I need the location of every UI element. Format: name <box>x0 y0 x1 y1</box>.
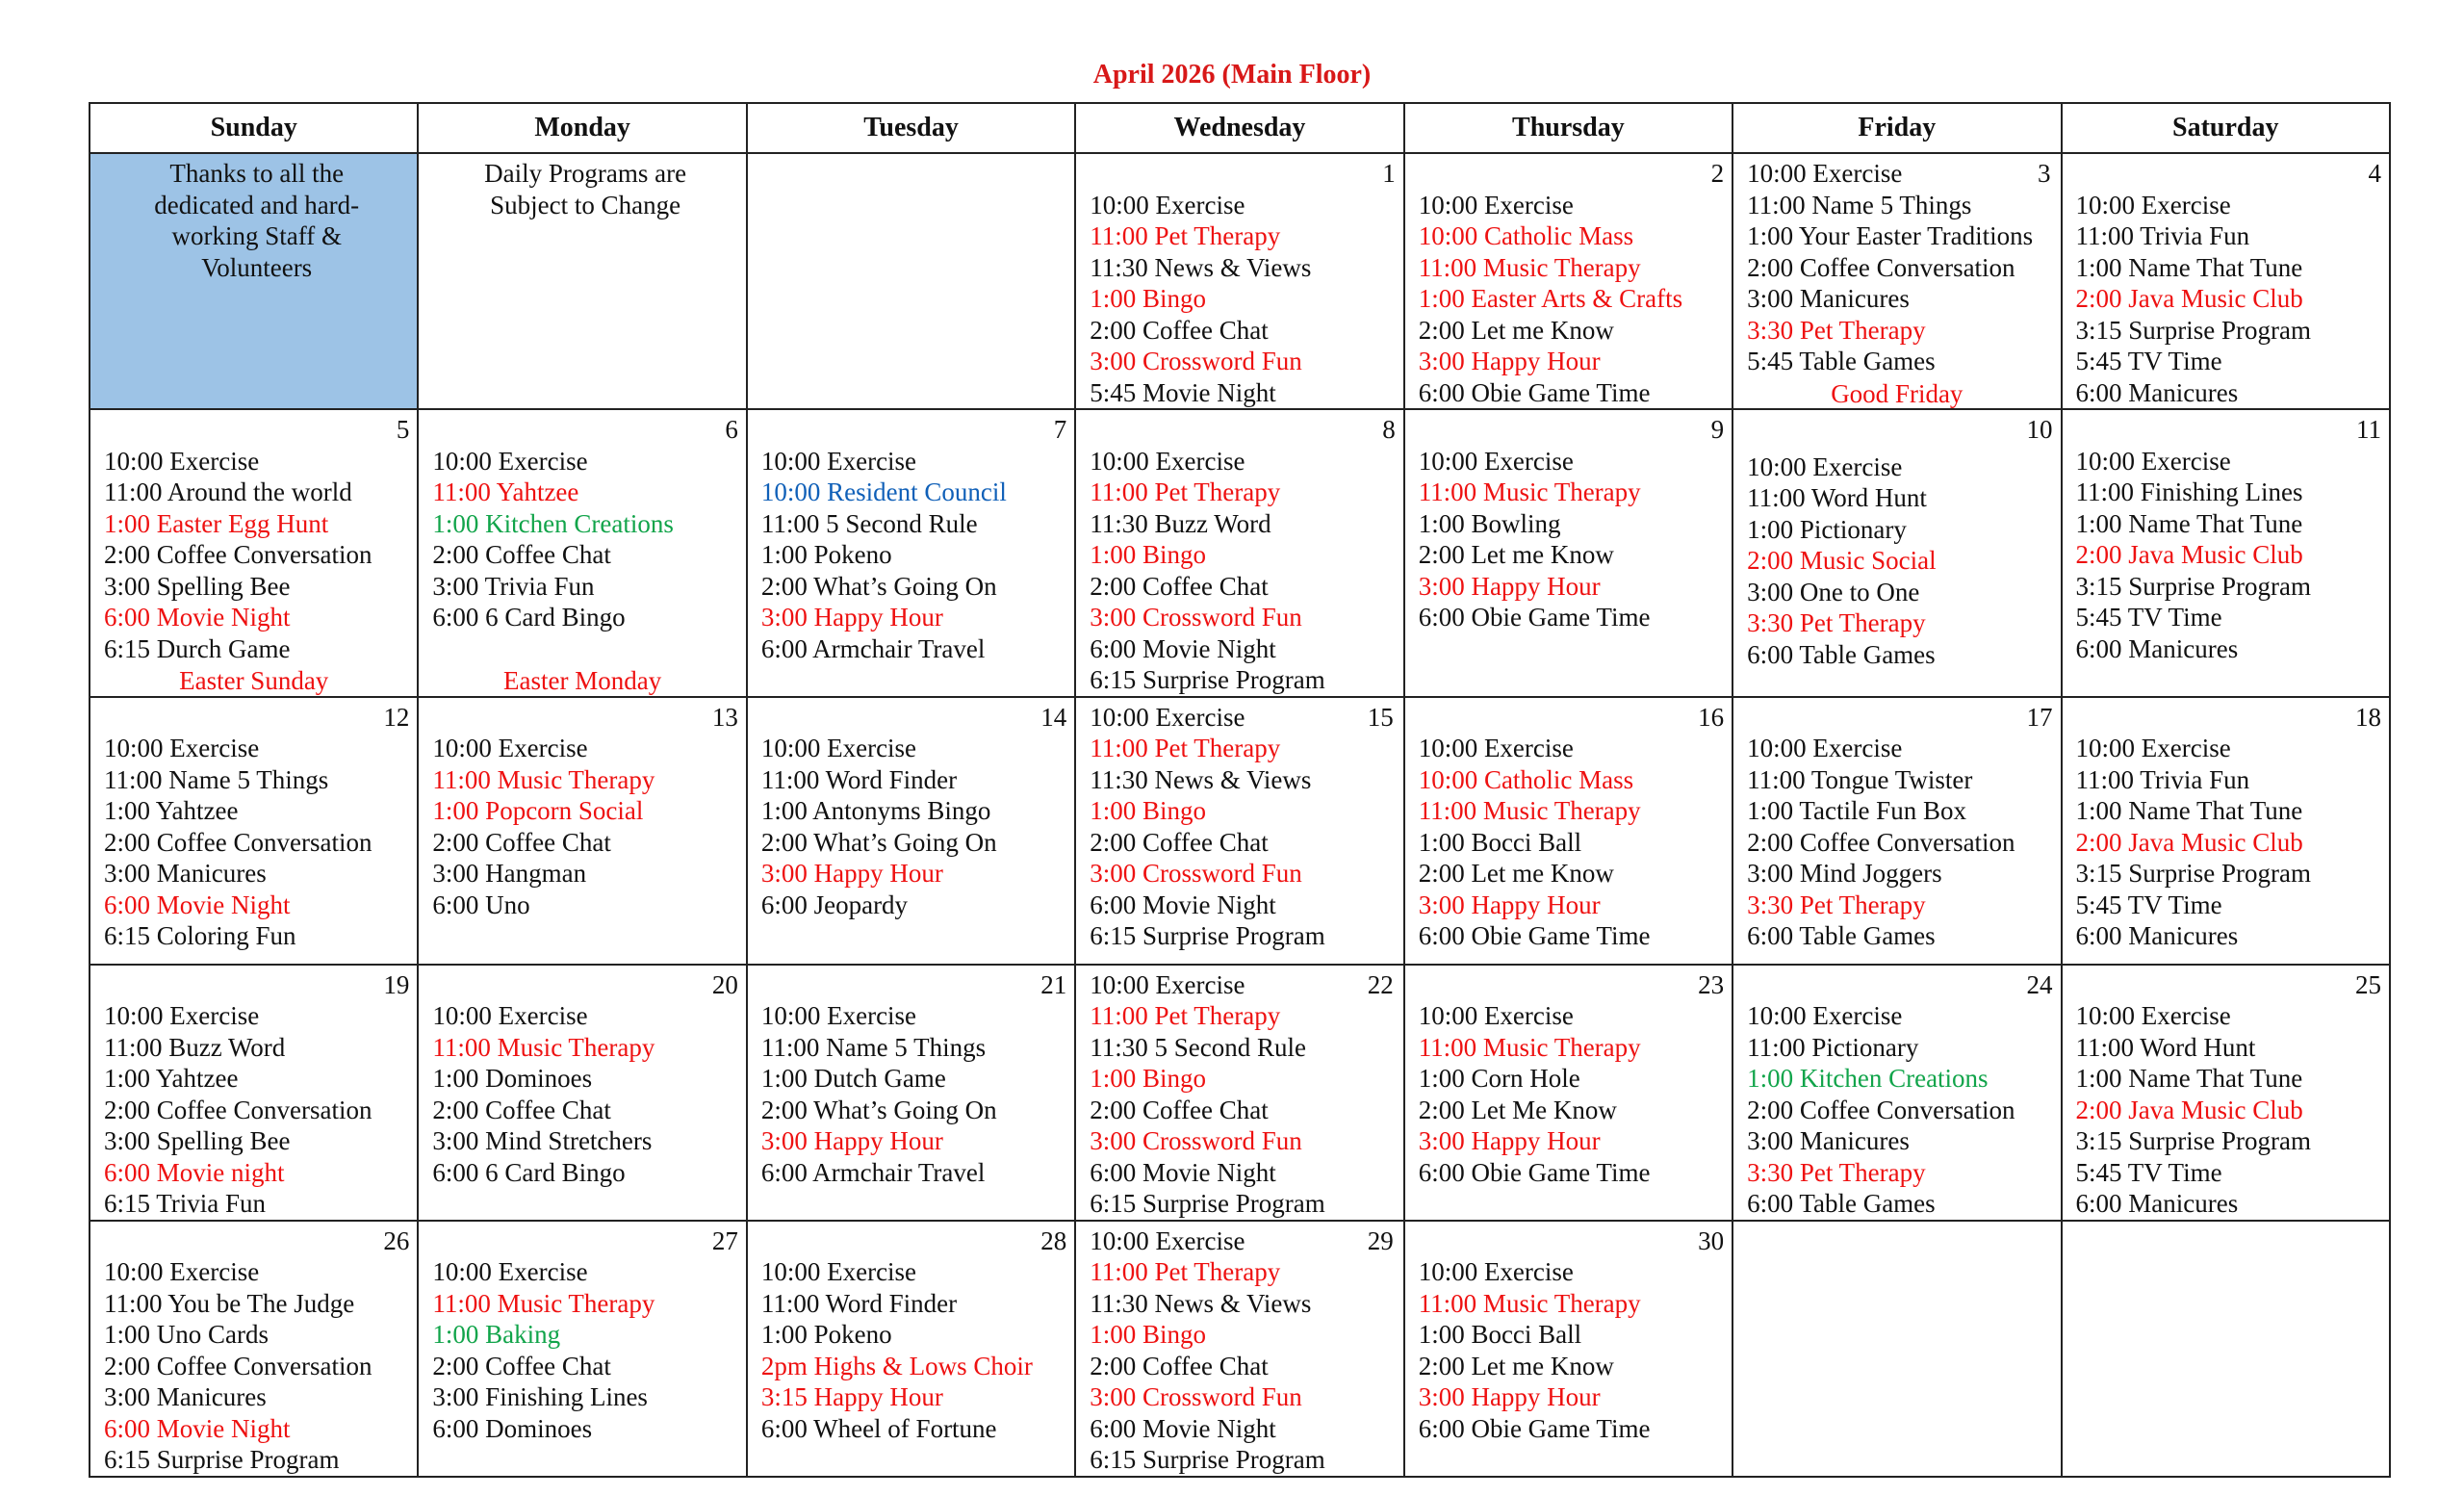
note-line: Daily Programs are <box>484 159 687 188</box>
day-number: 10 <box>2026 415 2053 444</box>
event-item: 2:00 Coffee Chat <box>432 1351 611 1380</box>
event-item: 10:00 Exercise <box>1747 734 1903 762</box>
event-item: 11:00 You be The Judge <box>104 1288 355 1318</box>
event-item: 6:15 Coloring Fun <box>104 921 296 950</box>
event-item: 3:00 Happy Hour <box>1418 571 1601 601</box>
day-number: 12 <box>383 702 410 732</box>
event-item: 11:00 Music Therapy <box>1418 1032 1641 1062</box>
event-item: 6:00 Manicures <box>2075 1189 2239 1218</box>
event-item: 11:00 Yahtzee <box>432 477 579 506</box>
event-item: 1:00 Easter Arts & Crafts <box>1418 284 1683 313</box>
event-item: 1:00 Corn Hole <box>1418 1064 1580 1093</box>
event-item: 3:00 Manicures <box>104 859 267 888</box>
event-item: 10:00 Exercise <box>432 446 588 476</box>
day-number: 22 <box>1367 969 1394 999</box>
event-item: 11:30 News & Views <box>1090 764 1312 794</box>
event-item: 10:00 Exercise <box>760 1257 917 1286</box>
day-cell <box>90 697 418 965</box>
event-item: 1:00 Pokeno <box>760 1320 892 1349</box>
day-cell <box>418 409 746 697</box>
event-item: 10:00 Exercise <box>1747 451 1903 481</box>
event-item: 10:00 Exercise <box>2075 1001 2231 1030</box>
note-line: dedicated and hard- <box>154 190 360 219</box>
event-item: 3:00 Manicures <box>1747 284 1910 313</box>
day-cell <box>1075 697 1403 965</box>
event-item: 3:30 Pet Therapy <box>1747 608 1926 637</box>
event-item: 6:00 Movie Night <box>104 890 291 919</box>
event-item: 3:00 Crossword Fun <box>1090 1126 1302 1155</box>
event-item: 3:30 Pet Therapy <box>1747 890 1926 919</box>
event-item: 11:00 Word Hunt <box>2075 1032 2256 1062</box>
event-item: 3:00 Happy Hour <box>1418 347 1601 375</box>
event-item: 2:00 Coffee Conversation <box>1747 252 2015 282</box>
day-number: 26 <box>383 1225 410 1255</box>
weekday-sunday: Sunday <box>90 103 418 153</box>
event-item: 1:00 Dominoes <box>432 1064 593 1093</box>
event-item: 2:00 Coffee Conversation <box>104 827 372 857</box>
event-item: 3:00 Crossword Fun <box>1090 603 1302 632</box>
weekday-wednesday: Wednesday <box>1075 103 1403 153</box>
day-cell <box>1732 409 2061 697</box>
event-item: 11:00 Word Hunt <box>1747 483 1927 512</box>
event-item: 11:00 Pet Therapy <box>1090 1257 1281 1286</box>
event-item: 1:00 Pokeno <box>760 540 892 569</box>
day-number: 11 <box>2356 415 2381 444</box>
event-item: 6:15 Surprise Program <box>1090 921 1325 950</box>
event-item: 10:00 Exercise <box>760 734 917 762</box>
day-number: 14 <box>1040 702 1067 732</box>
event-item: 5:45 TV Time <box>2075 1157 2222 1187</box>
event-item: 3:15 Surprise Program <box>2075 315 2312 345</box>
event-item: 3:00 Spelling Bee <box>104 1126 291 1155</box>
day-cell <box>1404 1221 1732 1477</box>
day-number: 1 <box>1382 159 1396 188</box>
event-item: 3:00 Crossword Fun <box>1090 1382 1302 1411</box>
day-number: 25 <box>2355 969 2381 999</box>
event-item: 10:00 Exercise <box>1418 190 1574 219</box>
event-item: 11:00 Pet Therapy <box>1090 221 1281 250</box>
day-number: 5 <box>396 415 410 444</box>
thanks-note <box>90 153 418 409</box>
event-item: 2:00 Java Music Club <box>2075 1095 2303 1124</box>
event-item: 10:00 Exercise <box>432 734 588 762</box>
event-item: 1:00 Bingo <box>1090 796 1207 825</box>
event-item: 2:00 Coffee Chat <box>1090 571 1269 601</box>
event-item: 10:00 Exercise <box>432 1001 588 1030</box>
event-item: 3:00 Happy Hour <box>1418 890 1601 919</box>
day-cell <box>90 965 418 1221</box>
event-item: 6:00 Table Games <box>1747 1189 1936 1218</box>
weekday-saturday: Saturday <box>2062 103 2390 153</box>
event-item: 6:00 6 Card Bingo <box>432 1157 626 1187</box>
day-number: 2 <box>1710 159 1725 188</box>
event-item: 10:00 Exercise <box>1090 969 1245 999</box>
event-item: 1:00 Yahtzee <box>104 1064 239 1093</box>
event-item: 10:00 Exercise <box>104 1001 260 1030</box>
event-item: 10:00 Exercise <box>1418 1257 1574 1286</box>
day-cell <box>1075 965 1403 1221</box>
day-cell <box>418 965 746 1221</box>
calendar-title: April 2026 (Main Floor) <box>1092 60 1372 90</box>
event-item: 1:00 Kitchen Creations <box>1747 1064 1989 1093</box>
event-item: 2:00 Coffee Chat <box>1090 1095 1269 1124</box>
holiday-label: Easter Sunday <box>179 666 329 695</box>
event-item: 6:00 Manicures <box>2075 921 2239 950</box>
day-cell <box>2062 409 2390 697</box>
event-item: 6:00 Uno <box>432 890 530 919</box>
event-item: 5:45 TV Time <box>2075 603 2222 632</box>
event-item: 1:00 Tactile Fun Box <box>1747 796 1966 825</box>
event-item: 6:15 Trivia Fun <box>104 1189 267 1218</box>
event-item: 6:00 Movie night <box>104 1157 285 1187</box>
schedule-note <box>418 153 746 409</box>
event-item: 11:00 Word Finder <box>760 1288 958 1318</box>
empty-day-cell <box>1732 1221 2061 1477</box>
event-item: 11:00 5 Second Rule <box>760 508 978 538</box>
event-item: 11:00 Pictionary <box>1747 1032 1919 1062</box>
event-item: 11:30 News & Views <box>1090 1288 1312 1318</box>
event-item: 1:00 Antonyms Bingo <box>760 796 991 825</box>
event-item: 5:45 Table Games <box>1747 347 1936 375</box>
day-cell <box>1075 1221 1403 1477</box>
event-item: 11:00 Music Therapy <box>432 764 655 794</box>
day-cell <box>418 697 746 965</box>
event-item: 6:00 Wheel of Fortune <box>760 1413 997 1443</box>
event-item: 3:00 Hangman <box>432 859 587 888</box>
day-number: 24 <box>2026 969 2053 999</box>
event-item: 6:00 Movie Night <box>1090 890 1276 919</box>
day-cell <box>1075 153 1403 409</box>
event-item: 2:00 Coffee Chat <box>432 540 611 569</box>
event-item: 6:00 Obie Game Time <box>1418 1157 1651 1187</box>
day-cell <box>90 1221 418 1477</box>
day-number: 19 <box>383 969 410 999</box>
event-item: 6:00 Manicures <box>2075 633 2239 663</box>
event-item: 10:00 Exercise <box>1747 1001 1903 1030</box>
week-row <box>90 1221 2390 1477</box>
event-item: 10:00 Exercise <box>1747 159 1903 188</box>
event-item: 11:00 Music Therapy <box>432 1032 655 1062</box>
day-number: 27 <box>711 1225 738 1255</box>
event-item: 10:00 Catholic Mass <box>1418 221 1634 250</box>
event-item: 1:00 Yahtzee <box>104 796 239 825</box>
day-cell <box>1404 965 1732 1221</box>
event-item: 11:00 Word Finder <box>760 764 958 794</box>
day-cell <box>90 409 418 697</box>
event-item: 1:00 Name That Tune <box>2075 1064 2303 1093</box>
day-number: 7 <box>1053 415 1067 444</box>
event-item: 6:15 Surprise Program <box>1090 1189 1325 1218</box>
event-item: 3:00 Happy Hour <box>1418 1382 1601 1411</box>
event-item: 2:00 Coffee Chat <box>1090 315 1269 345</box>
day-number: 28 <box>1040 1225 1067 1255</box>
event-item: 3:00 Happy Hour <box>760 1126 943 1155</box>
holiday-label: Good Friday <box>1831 378 1964 408</box>
week-row <box>90 153 2390 409</box>
day-cell <box>2062 965 2390 1221</box>
event-item: 10:00 Exercise <box>2075 734 2231 762</box>
event-item: 6:00 Obie Game Time <box>1418 603 1651 632</box>
note-line: Thanks to all the <box>169 159 345 188</box>
event-item: 6:15 Surprise Program <box>1090 665 1325 694</box>
event-item: 11:00 Music Therapy <box>1418 477 1641 506</box>
event-item: 2:00 Music Social <box>1747 546 1937 575</box>
event-item: 2:00 Let me Know <box>1418 859 1614 888</box>
day-number: 23 <box>1698 969 1725 999</box>
event-item: 1:00 Bocci Ball <box>1418 1320 1582 1349</box>
weekday-thursday: Thursday <box>1404 103 1732 153</box>
event-item: 6:00 Obie Game Time <box>1418 377 1651 407</box>
event-item: 3:15 Happy Hour <box>760 1382 943 1411</box>
event-item: 1:00 Pictionary <box>1747 514 1907 544</box>
event-item: 1:00 Name That Tune <box>2075 252 2303 282</box>
event-item: 10:00 Exercise <box>104 734 260 762</box>
event-item: 6:00 Table Games <box>1747 921 1936 950</box>
event-item: 2:00 Coffee Conversation <box>104 1351 372 1380</box>
event-item: 10:00 Catholic Mass <box>1418 764 1634 794</box>
event-item: 6:00 6 Card Bingo <box>432 603 626 632</box>
event-item: 1:00 Bingo <box>1090 1320 1207 1349</box>
event-item: 1:00 Popcorn Social <box>432 796 644 825</box>
day-cell <box>1732 965 2061 1221</box>
event-item: 1:00 Baking <box>432 1320 561 1349</box>
event-item: 1:00 Uno Cards <box>104 1320 269 1349</box>
event-item: 5:45 TV Time <box>2075 347 2222 375</box>
event-item: 6:15 Surprise Program <box>104 1445 340 1474</box>
event-item: 10:00 Exercise <box>1418 446 1574 476</box>
event-item: 3:30 Pet Therapy <box>1747 1157 1926 1187</box>
event-item: 10:00 Exercise <box>760 446 917 476</box>
day-cell <box>2062 697 2390 965</box>
event-item: 10:00 Exercise <box>1090 190 1245 219</box>
event-item: 2:00 Java Music Club <box>2075 284 2303 313</box>
day-number: 30 <box>1698 1225 1725 1255</box>
event-item: 6:00 Movie Night <box>1090 1157 1276 1187</box>
day-cell <box>418 1221 746 1477</box>
event-item: 6:00 Armchair Travel <box>760 633 986 663</box>
event-item: 11:00 Trivia Fun <box>2075 221 2250 250</box>
event-item: 2:00 What’s Going On <box>760 827 997 857</box>
event-item: 11:00 Music Therapy <box>432 1288 655 1318</box>
event-item: 6:15 Durch Game <box>104 633 291 663</box>
day-number: 6 <box>725 415 738 444</box>
event-item: 1:00 Bowling <box>1418 508 1561 538</box>
event-item: 1:00 Easter Egg Hunt <box>104 508 329 538</box>
event-item: 1:00 Name That Tune <box>2075 796 2303 825</box>
event-item: 6:00 Obie Game Time <box>1418 1413 1651 1443</box>
event-item: 3:00 One to One <box>1747 577 1920 606</box>
event-item: 3:00 Spelling Bee <box>104 571 291 601</box>
event-item: 10:00 Exercise <box>1090 446 1245 476</box>
event-item: 6:00 Movie Night <box>104 603 291 632</box>
event-item: 3:00 Happy Hour <box>1418 1126 1601 1155</box>
week-row <box>90 697 2390 965</box>
weekday-tuesday: Tuesday <box>747 103 1075 153</box>
event-item: 11:00 Buzz Word <box>104 1032 286 1062</box>
event-item: 3:00 Happy Hour <box>760 859 943 888</box>
event-item: 3:00 Happy Hour <box>760 603 943 632</box>
event-item: 2:00 Let me Know <box>1418 1351 1614 1380</box>
event-item: 11:00 Music Therapy <box>1418 1288 1641 1318</box>
event-item: 6:00 Movie Night <box>104 1413 291 1443</box>
event-item: 1:00 Bingo <box>1090 284 1207 313</box>
event-item: 11:00 Tongue Twister <box>1747 764 1973 794</box>
event-item: 1:00 Dutch Game <box>760 1064 946 1093</box>
event-item: 2pm Highs & Lows Choir <box>760 1351 1033 1380</box>
event-item: 2:00 Let Me Know <box>1418 1095 1617 1124</box>
empty-day-cell <box>2062 1221 2390 1477</box>
day-number: 15 <box>1367 702 1394 732</box>
event-item: 11:00 Name 5 Things <box>1747 190 1972 219</box>
event-item: 11:00 Finishing Lines <box>2075 477 2303 506</box>
day-cell <box>1404 409 1732 697</box>
event-item: 10:00 Exercise <box>1090 702 1245 732</box>
event-item: 1:00 Bocci Ball <box>1418 827 1582 857</box>
event-item: 11:00 Music Therapy <box>1418 252 1641 282</box>
event-item: 10:00 Exercise <box>2075 190 2231 219</box>
event-item: 11:00 Music Therapy <box>1418 796 1641 825</box>
event-item: 11:30 Buzz Word <box>1090 508 1271 538</box>
event-item: 11:30 News & Views <box>1090 252 1312 282</box>
day-number: 17 <box>2026 702 2053 732</box>
event-item: 11:00 Around the world <box>104 477 352 506</box>
weekday-monday: Monday <box>418 103 746 153</box>
day-cell <box>1732 697 2061 965</box>
event-item: 6:00 Dominoes <box>432 1413 593 1443</box>
event-item: 3:15 Surprise Program <box>2075 859 2312 888</box>
event-item: 2:00 Coffee Chat <box>1090 1351 1269 1380</box>
day-cell <box>747 697 1075 965</box>
day-cell <box>1732 153 2061 409</box>
day-number: 16 <box>1698 702 1725 732</box>
week-row <box>90 409 2390 697</box>
event-item: 11:00 Name 5 Things <box>760 1032 987 1062</box>
event-item: 11:00 Pet Therapy <box>1090 734 1281 762</box>
event-item: 5:45 TV Time <box>2075 890 2222 919</box>
calendar-grid <box>89 102 2391 1478</box>
week-row <box>90 965 2390 1221</box>
event-item: 10:00 Exercise <box>104 446 260 476</box>
day-cell <box>1404 697 1732 965</box>
event-item: 3:00 Mind Joggers <box>1747 859 1942 888</box>
day-number: 29 <box>1367 1225 1394 1255</box>
event-item: 3:00 Manicures <box>1747 1126 1910 1155</box>
event-item: 2:00 Coffee Chat <box>432 1095 611 1124</box>
event-item: 2:00 Java Music Club <box>2075 827 2303 857</box>
event-item: 3:30 Pet Therapy <box>1747 315 1926 345</box>
event-item: 10:00 Exercise <box>1418 1001 1574 1030</box>
event-item: 2:00 Java Music Club <box>2075 540 2303 569</box>
event-item: 2:00 Coffee Chat <box>432 827 611 857</box>
event-item: 2:00 Coffee Conversation <box>1747 827 2015 857</box>
note-line: Subject to Change <box>490 190 681 219</box>
event-item: 11:00 Trivia Fun <box>2075 764 2250 794</box>
event-item: 2:00 Coffee Conversation <box>104 1095 372 1124</box>
event-item: 1:00 Bingo <box>1090 540 1207 569</box>
weekday-header-row <box>90 103 2390 153</box>
note-line: Volunteers <box>201 252 313 282</box>
event-item: 3:00 Manicures <box>104 1382 267 1411</box>
day-number: 21 <box>1040 969 1067 999</box>
event-item: 3:00 Mind Stretchers <box>432 1126 653 1155</box>
event-item: 3:15 Surprise Program <box>2075 1126 2312 1155</box>
event-item: 3:00 Finishing Lines <box>432 1382 648 1411</box>
day-cell <box>1404 153 1732 409</box>
event-item: 6:00 Armchair Travel <box>760 1157 986 1187</box>
event-item: 1:00 Kitchen Creations <box>432 508 674 538</box>
event-item: 6:00 Table Games <box>1747 639 1936 669</box>
holiday-label: Easter Monday <box>503 666 662 695</box>
day-number: 20 <box>711 969 738 999</box>
weekday-friday: Friday <box>1732 103 2061 153</box>
empty-day-cell <box>747 153 1075 409</box>
event-item: 6:00 Movie Night <box>1090 633 1276 663</box>
day-cell <box>2062 153 2390 409</box>
event-item: 10:00 Exercise <box>1418 734 1574 762</box>
note-line: working Staff & <box>171 221 342 250</box>
event-item: 1:00 Your Easter Traditions <box>1747 221 2034 250</box>
event-item: 11:00 Pet Therapy <box>1090 477 1281 506</box>
event-item: 2:00 What’s Going On <box>760 1095 997 1124</box>
day-cell <box>1075 409 1403 697</box>
event-item: 1:00 Bingo <box>1090 1064 1207 1093</box>
event-item: 3:00 Crossword Fun <box>1090 347 1302 375</box>
day-number: 13 <box>711 702 738 732</box>
event-item: 10:00 Resident Council <box>760 477 1007 506</box>
event-item: 3:15 Surprise Program <box>2075 571 2312 601</box>
day-number: 18 <box>2355 702 2381 732</box>
event-item: 6:00 Obie Game Time <box>1418 921 1651 950</box>
day-number: 4 <box>2368 159 2381 188</box>
event-item: 6:00 Jeopardy <box>760 890 909 919</box>
event-item: 3:00 Crossword Fun <box>1090 859 1302 888</box>
event-item: 5:45 Movie Night <box>1090 377 1276 407</box>
event-item: 11:30 5 Second Rule <box>1090 1032 1306 1062</box>
event-item: 6:15 Surprise Program <box>1090 1445 1325 1474</box>
day-number: 8 <box>1382 415 1396 444</box>
event-item: 2:00 What’s Going On <box>760 571 997 601</box>
event-item: 11:00 Name 5 Things <box>104 764 329 794</box>
day-cell <box>747 1221 1075 1477</box>
event-item: 6:00 Manicures <box>2075 377 2239 407</box>
day-cell <box>747 409 1075 697</box>
event-item: 2:00 Coffee Chat <box>1090 827 1269 857</box>
event-item: 10:00 Exercise <box>760 1001 917 1030</box>
day-number: 9 <box>1710 415 1725 444</box>
event-item: 6:00 Movie Night <box>1090 1413 1276 1443</box>
event-item: 2:00 Coffee Conversation <box>1747 1095 2015 1124</box>
event-item: 1:00 Name That Tune <box>2075 508 2303 538</box>
event-item: 10:00 Exercise <box>2075 446 2231 476</box>
event-item: 10:00 Exercise <box>432 1257 588 1286</box>
day-cell <box>747 965 1075 1221</box>
event-item: 2:00 Let me Know <box>1418 540 1614 569</box>
event-item: 11:00 Pet Therapy <box>1090 1001 1281 1030</box>
event-item: 2:00 Let me Know <box>1418 315 1614 345</box>
event-item: 10:00 Exercise <box>1090 1225 1245 1255</box>
day-number: 3 <box>2038 159 2051 188</box>
event-item: 2:00 Coffee Conversation <box>104 540 372 569</box>
event-item: 10:00 Exercise <box>104 1257 260 1286</box>
event-item: 3:00 Trivia Fun <box>432 571 595 601</box>
